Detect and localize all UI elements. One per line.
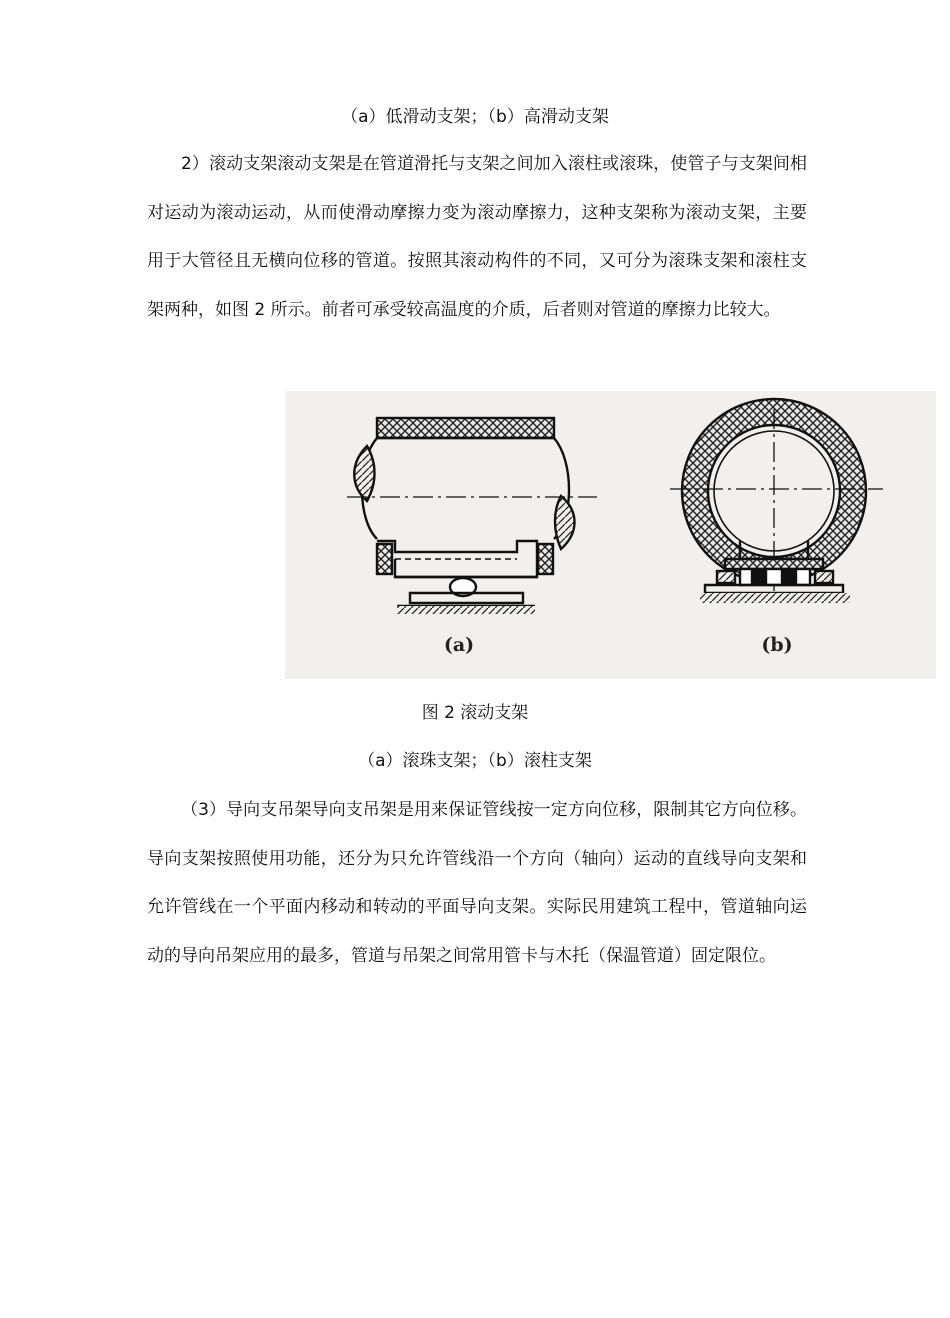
paragraph-rolling-support: 2）滚动支架滚动支架是在管道滑托与支架之间加入滚柱或滚珠，使管子与支架间相对运动为滚动运动，从而使滑动摩擦力变为滚动摩擦力，这种支架称为滚动支架，主要用于大管径且无横向位移的管道。按照其滚动构件的不同，又可分为滚珠支架和滚柱支架两种，如图 2 所示。前者可承受较高温度的介质，后者则对管道的摩擦力比较大。	[147, 154, 807, 320]
figure-rolling-supports	[285, 391, 936, 679]
paragraph-guide-support: （3）导向支吊架导向支吊架是用来保证管线按一定方向位移，限制其它方向位移。导向支架按照使用功能，还分为只允许管线沿一个方向（轴向）运动的直线导向支架和允许管线在一个平面内移动和转动的平面导向支架。实际民用建筑工程中，管道轴向运动的导向吊架应用的最多，管道与吊架之间常用管卡与木托（保温管道）固定限位。	[147, 800, 807, 966]
figure2-subcaption: （a）滚珠支架；（b）滚柱支架	[358, 751, 592, 771]
figure1-subcaption: （a）低滑动支架；（b）高滑动支架	[341, 107, 609, 127]
drawing-a-ball-support	[347, 418, 597, 614]
drawing-b-roller-support	[670, 399, 883, 603]
figure2-caption: 图 2 滚动支架	[421, 703, 529, 723]
figure-label-a: (a)	[443, 634, 475, 656]
figure-label-b: (b)	[761, 634, 793, 656]
